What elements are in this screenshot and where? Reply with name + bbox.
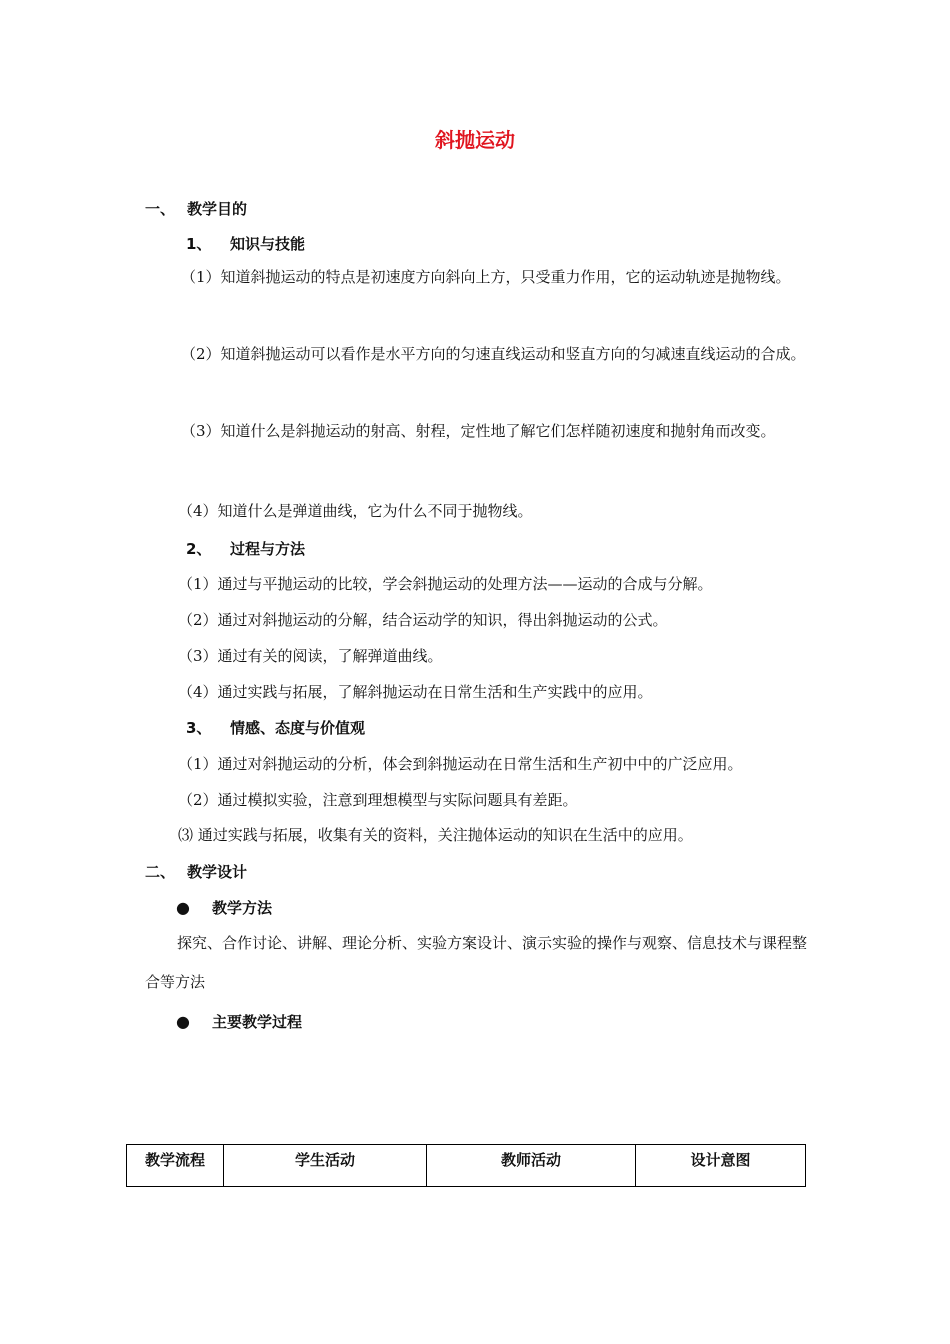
bullet-main-process (176, 1011, 302, 1032)
subsection-label: 过程与方法 (230, 540, 306, 558)
subsection-heading-process (186, 538, 305, 559)
attitude-item-3: ⑶ 通过实践与拓展，收集有关的资料，关注抛体运动的知识在生活中的应用。 (178, 826, 693, 844)
section-number: 一、 (145, 200, 176, 218)
bullet-label: 主要教学过程 (212, 1013, 303, 1031)
process-item-4: （4）通过实践与拓展，了解斜抛运动在日常生活和生产实践中的应用。 (178, 683, 653, 701)
process-item-2: （2）通过对斜抛运动的分解，结合运动学的知识，得出斜抛运动的公式。 (178, 611, 668, 629)
section-label: 教学设计 (187, 863, 248, 881)
process-item-3: （3）通过有关的阅读，了解弹道曲线。 (178, 647, 443, 665)
subsection-number: 2、 (186, 540, 212, 558)
teaching-process-table (126, 1144, 806, 1187)
section-heading-objectives (145, 198, 247, 219)
table-header-row (127, 1145, 806, 1187)
methods-paragraph: 探究、合作讨论、讲解、理论分析、实验方案设计、演示实验的操作与观察、信息技术与课程整合等方法 (145, 934, 808, 991)
table-header-cell: 教学流程 (127, 1145, 224, 1187)
section-heading-design (145, 861, 247, 882)
knowledge-item-1: （1）知道斜抛运动的特点是初速度方向斜向上方，只受重力作用，它的运动轨迹是抛物线。 (181, 268, 791, 286)
bullet-label: 教学方法 (212, 899, 273, 917)
subsection-number: 3、 (186, 719, 212, 737)
bullet-icon: ● (176, 1012, 190, 1031)
subsection-label: 知识与技能 (230, 235, 306, 253)
subsection-label: 情感、态度与价值观 (230, 719, 366, 737)
attitude-item-1: （1）通过对斜抛运动的分析，体会到斜抛运动在日常生活和生产初中中的广泛应用。 (178, 755, 743, 773)
subsection-heading-knowledge (186, 233, 305, 254)
subsection-number: 1、 (186, 235, 212, 253)
page-title: 斜抛运动 (435, 128, 515, 152)
subsection-heading-attitude (186, 717, 365, 738)
table-header-cell: 设计意图 (636, 1145, 806, 1187)
table-header-cell: 学生活动 (224, 1145, 427, 1187)
knowledge-item-2: （2）知道斜抛运动可以看作是水平方向的匀速直线运动和竖直方向的匀减速直线运动的合成。 (181, 345, 806, 363)
section-number: 二、 (145, 863, 176, 881)
attitude-item-2: （2）通过模拟实验，注意到理想模型与实际问题具有差距。 (178, 791, 578, 809)
process-item-1: （1）通过与平抛运动的比较，学会斜抛运动的处理方法——运动的合成与分解。 (178, 575, 713, 593)
bullet-icon: ● (176, 898, 190, 917)
bullet-teaching-methods (176, 897, 272, 918)
section-label: 教学目的 (187, 200, 248, 218)
knowledge-item-3: （3）知道什么是斜抛运动的射高、射程，定性地了解它们怎样随初速度和抛射角而改变。 (181, 422, 776, 440)
knowledge-item-4: （4）知道什么是弹道曲线，它为什么不同于抛物线。 (178, 502, 533, 520)
table-header-cell: 教师活动 (427, 1145, 636, 1187)
